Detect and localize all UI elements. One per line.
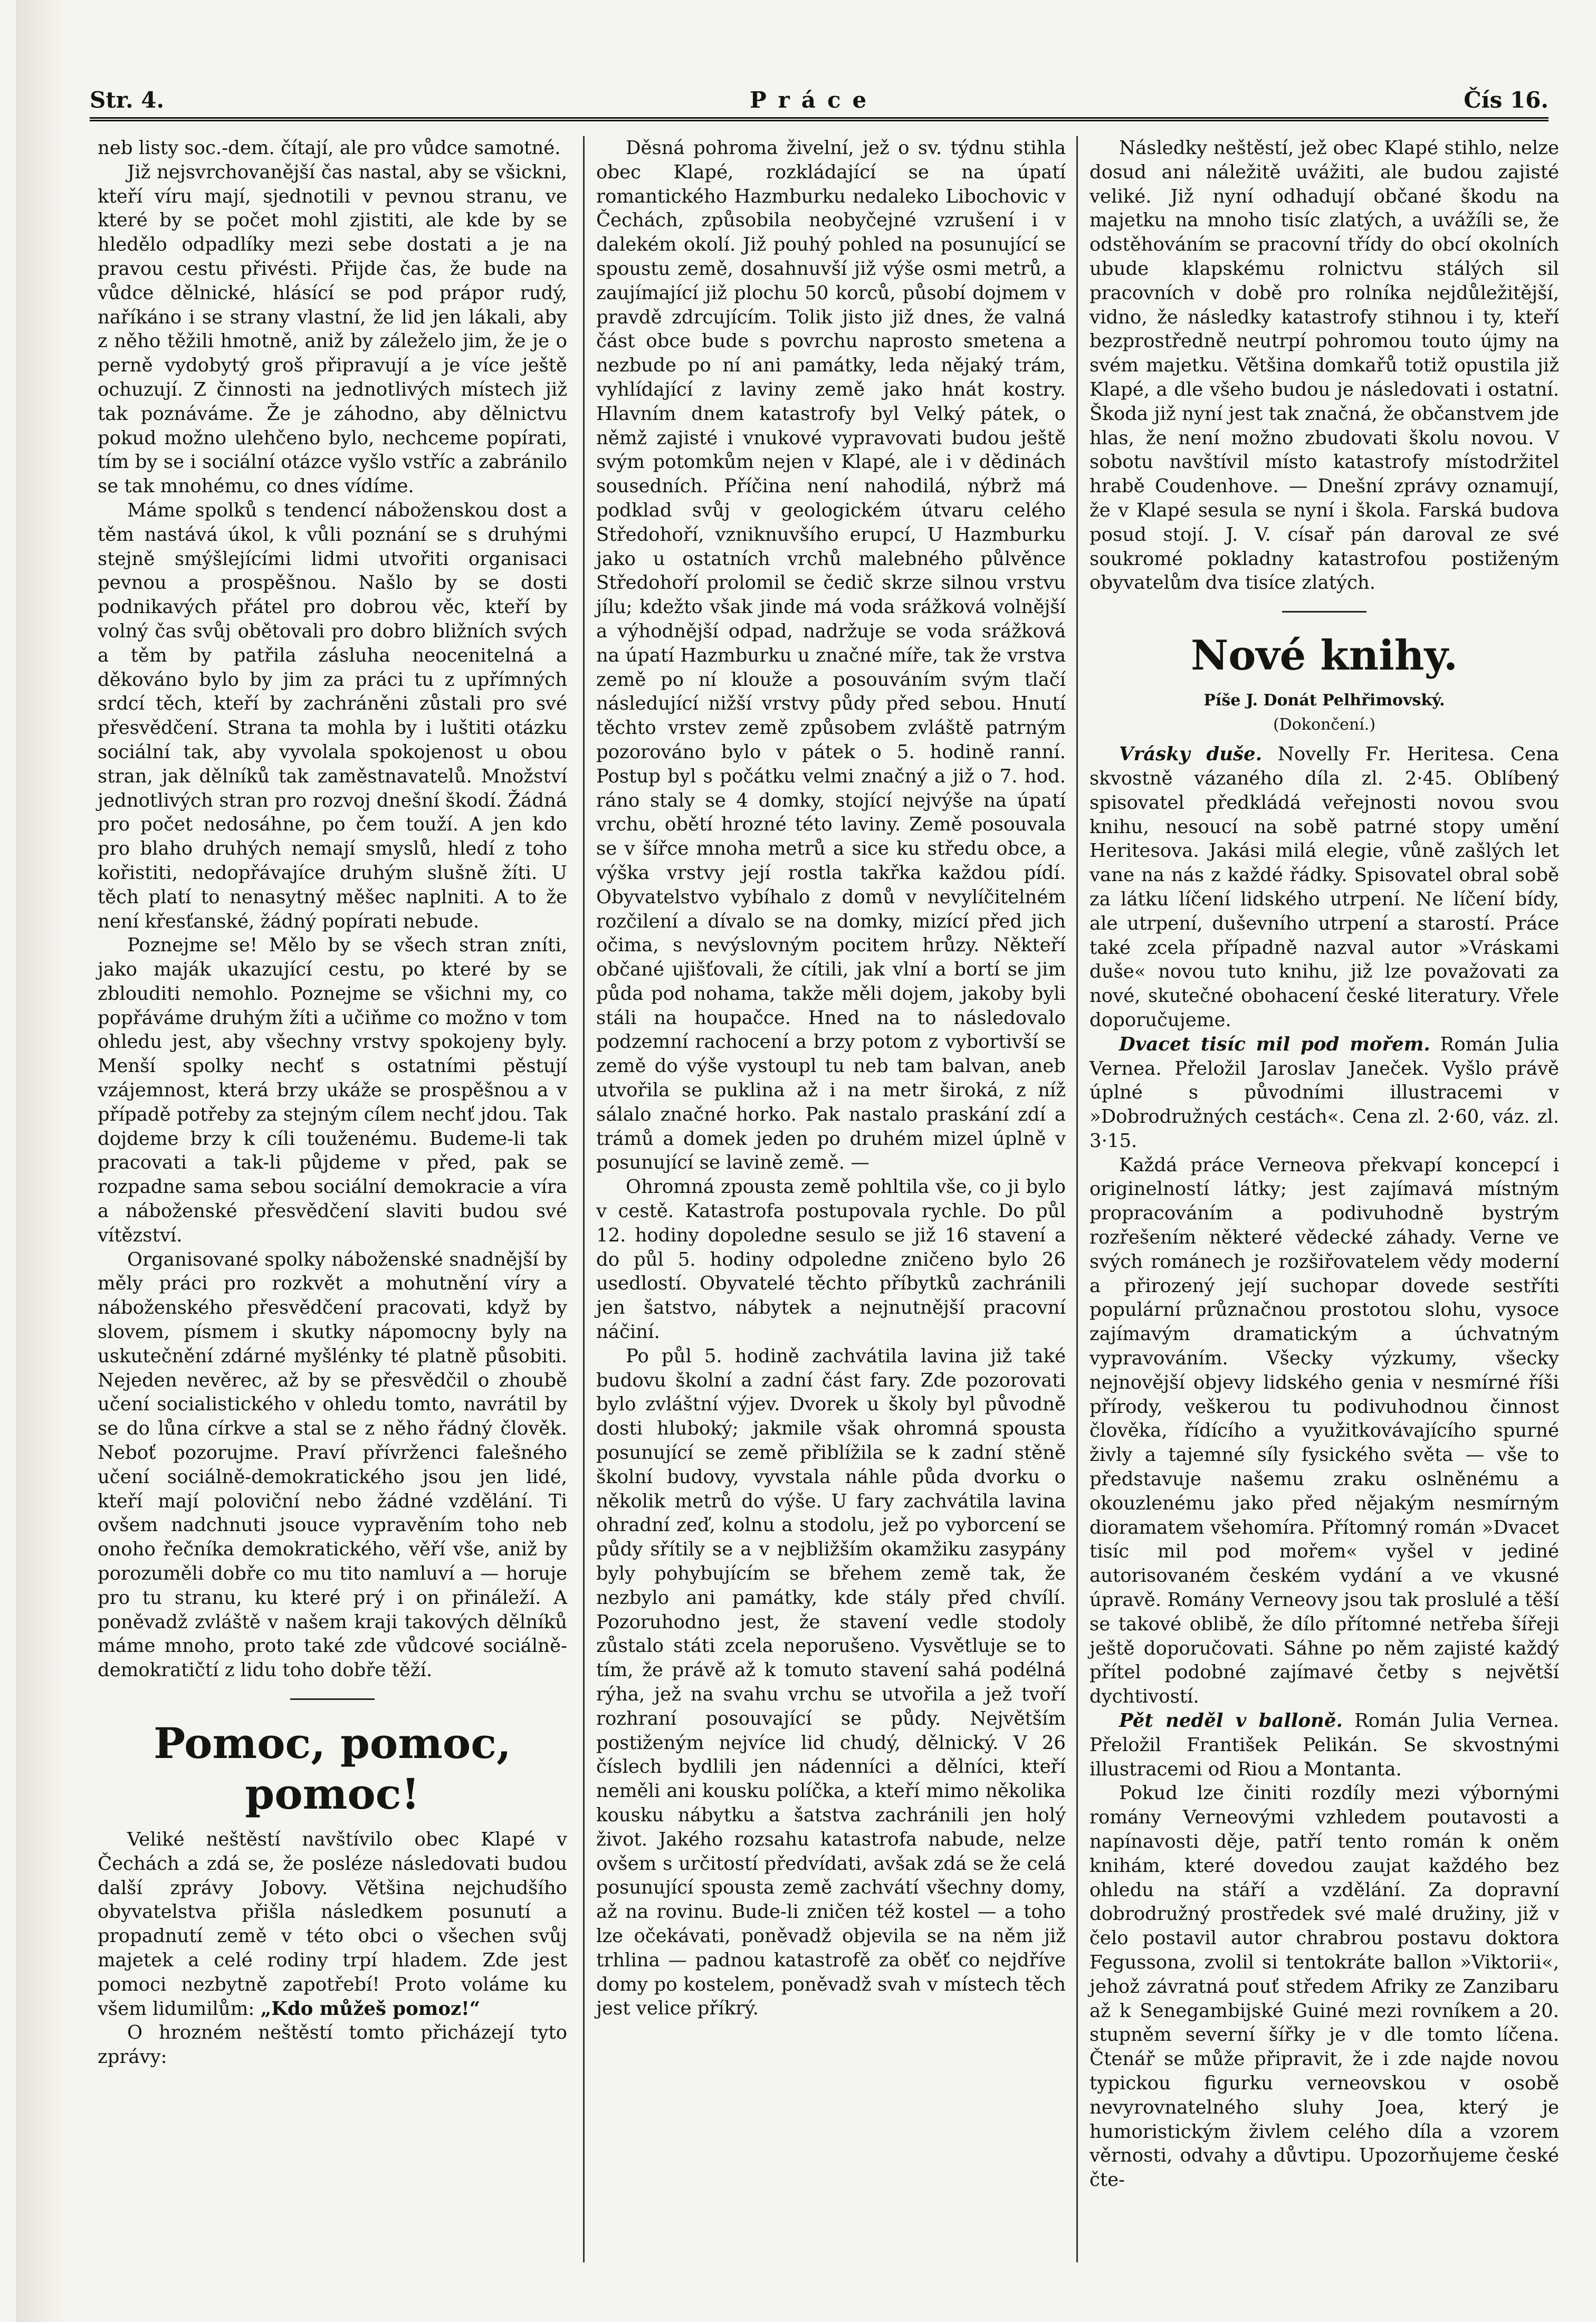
column-rule-right — [1076, 136, 1078, 2262]
paragraph: Každá práce Verneova překvapí koncepcí i originelností látky; jest zajímavá místným propracováním a podivuhodně bystrým rozřešením některé vědecké záhady. Verne ve svých románech je rozšiřovatelem vědy moderní a přirozený její suchopar dovede sestříti populární průznačnou prostotou slohu, vysoce zajímavým dramatickým a úchvatným vypravováním. Všecky výzkumy, všecky nejnovější objevy lidského genia v nesmírné říši přírody, veškerou tu podivuhodnou činnost člověka, řídícího a využitkovávajícího spurné živly a tajemné síly fysického světa — vše to představuje našemu zraku oslněnému a okouzlenému jako před nějakým nesmírným dioramatem všehomíra. Přítomný román »Dvacet tisíc mil pod mořem« vyšel v jediné autorisovaném českém vydání a ve vkusné úpravě. Romány Verneovy jsou tak proslulé a těší se takové oblibě, že dílo přítomné netřeba šířeji ještě doporučovati. Sáhne po něm zajisté každý přítel podobné zajímavé četby s největší dychtivostí. — [1090, 1154, 1559, 1708]
separator — [1282, 611, 1366, 613]
paragraph — [98, 1828, 567, 2021]
paragraph: Pokud lze činiti rozdíly mezi výbornými romány Verneovými vzhledem poutavosti a napínavosti děje, patří tento román k oněm knihám, které dovedou zaujat každého bez ohledu na stáří a vzdělání. Za dopravní dobrodružný prostředek své malé družiny, již v čelo postavil autor chrabrou postavu doktora Fegussona, zvolil si tentokráte ballon »Viktorii«, jehož závratná pouť středem Afriky ze Zanzibaru až k Senegambijské Guiné mezi rovníkem a 20. stupněm severní šířky je v dle tomto líčena. Čtenář se může připravit, že i zde najde novou typickou figurku verneovskou v osobě nevyrovnatelného sluhy Joea, který je humoristickým živlem celého díla a vzorem věrnosti, odvahy a důvtipu. Upozorňujeme české čte- — [1090, 1782, 1559, 2191]
paragraph: Organisované spolky náboženské snadnější by měly práci pro rozkvět a mohutnění víry a náboženského přesvědčení pracovati, když by slovem, písmem i skutky nápomocny byly na uskutečnění zdárné myšlénky té platně působiti. Nejeden nevěrec, až by se přesvědčil o zhoubě učení socialistického v ohledu tomto, navrátil by se do lůna církve a stal se z něho řádný člověk. Neboť pozorujme. Praví přívrženci falešného učení sociálně-demokratického jsou jen lidé, kteří mají poloviční nebo žádné vzdělání. Ti ovšem nadchnuti jsouce vypravěním toho neb onoho řečníka demokratického, věří vše, aniž by porozuměli dobře co mu tito namluví a — horuje pro tu stranu, ku které prý i on přináleží. A poněvadž zvláště v našem kraji takových dělníků máme mnoho, proto také zde vůdcové sociálně-demokratičtí z lidu toho dobře těží. — [98, 1248, 567, 1681]
byline: Píše J. Donát Pelhřimovský. — [1203, 691, 1445, 710]
separator — [290, 1698, 375, 1700]
paragraph: Máme spolků s tendencí náboženskou dost a těm nastává úkol, k vůli poznání se s druhými stejně smýšlejícími lidmi utvořiti organisaci pevnou a prospěšnou. Našlo by se dosti podnikavých přátel pro dobrou věc, kteří by volný čas svůj obětovali pro dobro bližních svých a těm by patřila zásluha neocenitelná a děkováno bylo by jim za práci tu z upřímných srdcí těch, kteří by zachráněni zůstali pro své přesvědčení. Strana ta mohla by i luštiti otázku sociální tak, aby vyvolala spokojenost u obou stran, jak dělníků tak zaměstnavatelů. Množství jednotlivých stran pro rozvoj dnešní škodí. Žádná pro počet nedosáhne, po čem touží. A jen kdo pro blaho druhých nemají smyslů, hledí z toho kořistiti, nedopřávajíce druhým slušně žíti. U těch platí to nenasytný měšec naplniti. A to že není křesťanské, žádný popírati nebude. — [98, 499, 567, 932]
book-review — [1090, 742, 1559, 1033]
headline-nove-knihy: Nové knihy. — [1190, 632, 1458, 680]
book-review — [1090, 1709, 1559, 1781]
book-text: Román Julia Vernea. Přeložil Jaroslav Janeček. Vyšlo právě úplné s původními illustracemi v »Dobrodružných cestách«. Cena zl. 2·60, váz. zl. 3·15. — [1090, 1033, 1559, 1152]
continuation-note: (Dokončení.) — [1273, 715, 1376, 734]
newspaper-title: Práce — [750, 87, 878, 113]
book-text: Román Julia Vernea. Přeložil František Pelikán. Se skvostnými illustracemi od Riou a Montanta. — [1090, 1710, 1559, 1780]
book-review — [1090, 1033, 1559, 1153]
column-1 — [98, 136, 567, 2069]
page-number: Str. 4. — [90, 87, 165, 113]
book-title: Dvacet tisíc mil pod mořem. — [1119, 1033, 1430, 1055]
book-title: Vrásky duše. — [1119, 743, 1262, 766]
column-rule-left — [583, 136, 585, 2262]
paragraph: Děsná pohroma živelní, jež o sv. týdnu stihla obec Klapé, rozkládající se na úpatí romantického Hazmburku nedaleko Libochovic v Čechách, způsobila neobyčejné vzrušení i v dalekém okolí. Již pouhý pohled na posunující se spoustu země, dosahnuvší již výše osmi metrů, a zaujímající již plochu 50 korců, působí dojmem v pravdě zdrcujícím. Tolik jisto již dnes, že valná část obce bude s povrchu naprosto smetena a nezbude po ní ani památky, leda nějaký trám, vyhlídající z laviny země jako hnát kostry. Hlavním dnem katastrofy byl Velký pátek, o němž zajisté i vnukové vypravovati budou ještě svým potomkům nejen v Klapé, ale i v dědinách sousedních. Příčina není nahodilá, nýbrž má podklad svůj v geologickém útvaru celého Středohoří, vzniknuvšího erupcí, U Hazmburku jako u ostatních vrchů malebného půlvěnce Středohoří prolomil se čedič skrze silnou vrstvu jílu; kdežto však jinde má voda srážková volnější a výhodnější odpad, nadržuje se voda srážková na úpatí Hazmburku u značné míře, tak že vrstva země po ní klouže a posouváním svým tlačí následující nižší vrstvy půdy před sebou. Hnutí těchto vrstev země způsobem zvláště patrným pozorováno bylo v pátek o 5. hodině ranní. Postup byl s počátku velmi značný a již o 7. hod. ráno staly se 4 domky, stojící nejvýše na úpatí vrchu, obětí hrozné této laviny. Země posouvala se v šířce mnoha metrů a sice ku středu obce, a výška vrstvy její rostla takřka každou pídí. Obyvatelstvo vybíhalo z domů v nevylíčitelném rozčilení a dívalo se na domky, mizící před jich očima, s nevýslovným pocitem hrůzy. Někteří občané ujišťovali, že cítili, jak vlní a bortí se jim půda pod nohama, takže měli dojem, jakoby byli stáli na houpačce. Hned na to následovalo podzemní rachocení a brzy potom z vybortivší se země do výše vystoupl tu neb tam balvan, aneb utvořila se puklina až i na metr široká, z níž sálalo značné horko. Pak nastalo praskání zdí a trámů a domek jeden po druhém mizel úplně v posunující se lavině země. — — [596, 137, 1066, 1174]
book-text: Novelly Fr. Heritesa. Cena skvostně vázaného díla zl. 2·45. Oblíbený spisovatel předkládá veřejnosti novou svou knihu, nesoucí na sobě patrné stopy umění Heritesova. Jakási milá elegie, vůně zašlých let vane na nás z každé řádky. Spisovatel obral sobě za látku líčení lidského utrpení. Ne líčení bídy, ale utrpení, duševního utrpení a starostí. Práce také zcela případně nazval autor »Vráskami duše« novou tuto knihu, již lze považovati za nové, skutečné obohacení české literatury. Vřele doporučujeme. — [1090, 743, 1559, 1031]
column-2 — [596, 136, 1066, 2021]
appeal-text: Veliké neštěstí navštívilo obec Klapé v Čechách a zdá se, že posléze následovati budou další zprávy Jobovy. Většina nejchudšího obyvatelstva přišla následkem posunutí a propadnutí země v této obci o všechen svůj majetek a celé rodiny trpí hladem. Zde jest pomoci nezbytně zapotřebí! Proto voláme ku všem lidumilům: — [98, 1829, 567, 2020]
book-title: Pět neděl v balloně. — [1119, 1710, 1343, 1732]
paragraph: O hrozném neštěstí tomto přicházejí tyto zprávy: — [98, 2022, 567, 2068]
issue-number: Čís 16. — [1464, 87, 1549, 113]
appeal-bold: „Kdo můžeš pomoz!“ — [260, 1998, 481, 2020]
paragraph: Následky neštěstí, jež obec Klapé stihlo, nelze dosud ani náležitě uvážiti, ale budou zajisté veliké. Již nyní odhadují občané škodu na majetku na mnoho tisíc zlatých, a uvážíli se, že odstěhováním se pracovní třídy do obcí okolních ubude klapskému rolnictvu stálých sil pracovních v době pro rolníka nejdůležitější, vidno, že následky katastrofy stihnou i ty, kteří bezprostředně neutrpí pohromou touto újmy na svém majetku. Většina domkařů totiž opustila již Klapé, a dle všeho budou je následovati i ostatní. Škoda již nyní jest tak značná, že občanstvem jde hlas, že není možno zbudovati školu novou. V sobotu navštívil místo katastrofy místodržitel hrabě Coudenhove. — Dnešní zprávy oznamují, že v Klapé sesula se nyní i škola. Farská budova posud stojí. J. V. císař pán daroval ze své soukromé pokladny katastrofou postiženým obyvatelům dva tisíce zlatých. — [1090, 137, 1559, 594]
headline-pomoc: Pomoc, pomoc, pomoc! — [154, 1718, 511, 1819]
paragraph: Poznejme se! Mělo by se všech stran zníti, jako maják ukazující cestu, po které by se zblouditi nemohlo. Poznejme se všichni my, co popřáváme druhým žíti a učiňme co možno v tom ohledu jest, aby všechny vrstvy spokojeny byly. Menší spolky nechť s ostatními pěstují vzájemnost, která brzy ukáže se prospěšnou a v případě potřeby za stejným cílem nechť jdou. Tak dojdeme brzy k cíli touženému. Budeme-li tak pracovati a tak-li půjdeme v před, pak se rozpadne sama sebou sociální demokracie a víra a náboženské přesvědčení slaviti budou své vítězství. — [98, 934, 567, 1246]
paragraph: neb listy soc.-dem. čítají, ale pro vůdce samotné. — [98, 137, 561, 159]
page-header — [90, 84, 1549, 121]
paragraph: Ohromná zpousta země pohltila vše, co ji bylo v cestě. Katastrofa postupovala rychle. Do půl 12. hodiny dopoledne sesulo se již 16 stavení a do půl 5. hodiny odpoledne zničeno bylo 26 usedlostí. Obyvatelé těchto příbytků zachránili jen šatstvo, nábytek a nejnutnější pracovní náčiní. — [596, 1176, 1066, 1343]
paragraph: Již nejsvrchovanější čas nastal, aby se všickni, kteří víru mají, sjednotili v pevnou stranu, ve které by se počet mohl zjistiti, ale kde by se hledělo odpadlíky mezi sebe dostati a je na pravou cestu přivésti. Přijde čas, že bude na vůdce dělnické, hlásící se pod prápor rudý, naříkáno i se strany vlastní, že lid jen lákali, aby z něho těžili hmotně, aniž by záleželo jim, že je o perně vydobytý groš připravují a je více ještě ochuzují. Z činnosti na jednotlivých místech již tak poznáváme. Že je záhodno, aby dělnictvu pokud možno ulehčeno bylo, nechceme popírati, tím by se i sociální otázce vyšlo vstříc a zabránilo se tak mnohému, co dnes vídíme. — [98, 161, 567, 498]
page-edge-shadow — [16, 0, 63, 2322]
paragraph: Po půl 5. hodině zachvátila lavina již také budovu školní a zadní část fary. Zde pozorovati bylo zvláštní výjev. Dvorek u školy byl původně dosti hluboký; jakmile však ohromná spousta posunující se země přiblížila se k zadní stěně školní budovy, vyvstala náhle půda dvorku o několik metrů do výše. U fary zachvátila lavina ohradní zeď, kolnu a stodolu, jež po vyborcení se půdy sřítily se a v nejbližším okamžiku zasypány byly pohybujícím se břehem země tak, že nezbylo ani památky, kde stály před chvílí. Pozoruhodno jest, že stavení vedle stodoly zůstalo státi zcela neporušeno. Vysvětluje se to tím, že právě až k tomuto stavení sahá podélná rýha, jež na svahu vrchu se utvořila a jež tvoří rozhraní posouvající se půdy. Největším postiženým nejvíce lid chudý, dělnický. V 26 číslech bydlili jen nádenníci a dělníci, kteří neměli ani kousku políčka, a kteří mimo několika kousku nábytku a šatstva zachránili jen holý život. Jakého rozsahu katastrofa nabude, nelze ovšem s určitostí předvídati, avšak zdá se že celá posunující spousta země zachvátí všechny domy, až na rovinu. Bude-li zničen též kostel — a toho lze očekávati, poněvadž objevila se na něm již trhlina — padnou katastrofě za oběť co nejdříve domy po kostelem, poněvadž svah v místech těch jest velice příkrý. — [596, 1345, 1066, 2020]
column-3 — [1090, 136, 1559, 2192]
